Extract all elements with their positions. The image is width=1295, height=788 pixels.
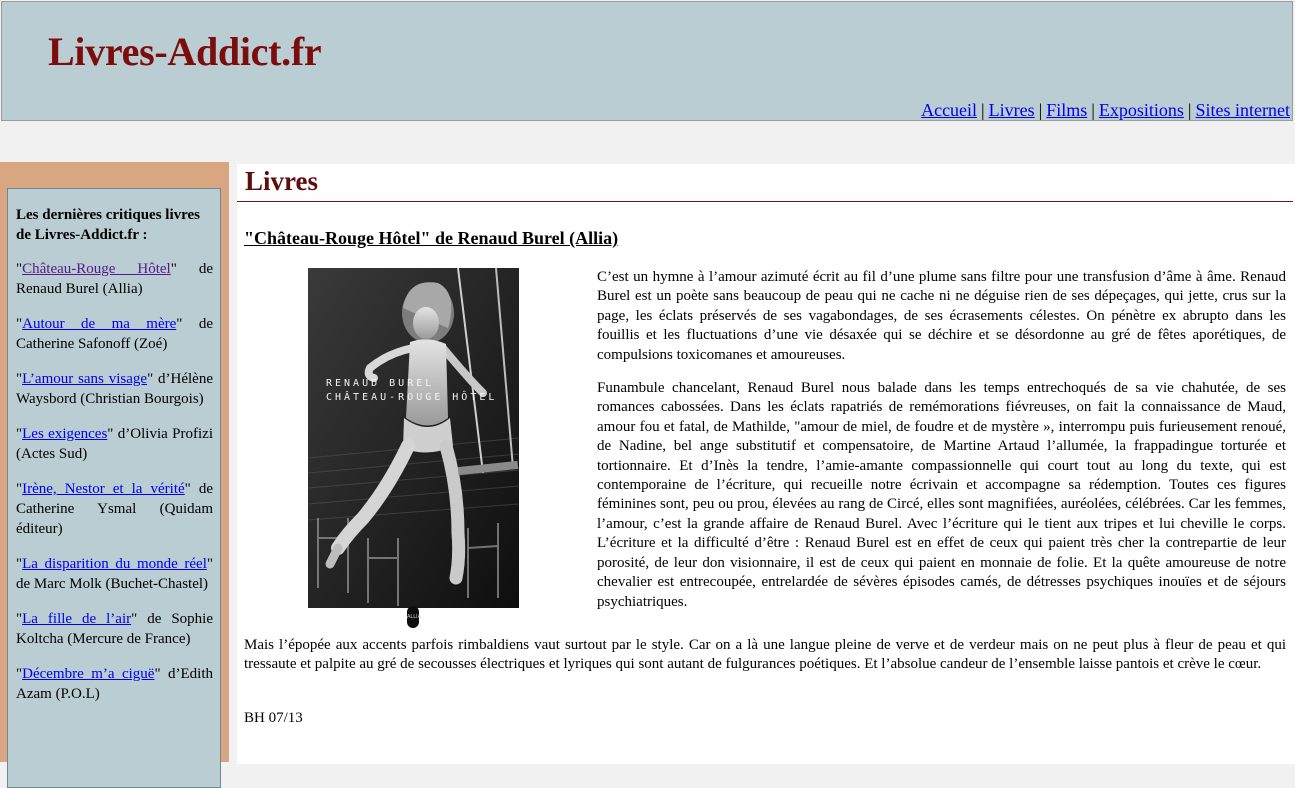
nav-separator: | bbox=[1038, 100, 1043, 120]
book-cover-image bbox=[308, 268, 519, 620]
nav-link-accueil[interactable]: Accueil bbox=[921, 100, 978, 120]
review-item: "Décembre m’a ciguë" d’Edith Azam (P.O.L) bbox=[16, 666, 213, 702]
title-divider bbox=[237, 201, 1293, 202]
review-item: "Les exigences" d’Olivia Profizi (Actes Sud) bbox=[16, 426, 213, 462]
article-body bbox=[597, 268, 1286, 626]
review-author: de Renaud Burel (Allia) bbox=[16, 261, 213, 297]
review-item: "Irène, Nestor et la vérité" de Catherine Ysmal (Quidam éditeur) bbox=[16, 481, 213, 537]
article-paragraph: Funambule chancelant, Renaud Burel nous balade dans les temps entrechoqués de sa vie chahutée, de ses romances cabossées. Dans les éclats rapatriés de remémorations fiévreuses, on fait la connaissance de Maud, amour fou et fatal, de Mathilde, "amour de miel, de foudre et de mystère », interrompu puis furieusement renoué, de Nadine, bel ange substitutif et compensatoire, de Martine Artaud l’allumée, la frappadingue torturée et tortionnaire. Et d’Inès la tendre, l’amie-amante compassionnelle qui court tout au long du texte, qui est contemporaine de l’écriture, qui recueille notre écrivain et accompagne sa rédemption. Toutes ces figures féminines sont, peu ou prou, élevées au rang de Circé, elles sont magnifiées, auréolées, célébrées. Car les femmes, l’amour, c’est la grande affaire de Renaud Burel. Avec l’écriture qui le tient aux tripes et lui cheville le corps. L’écriture et la difficulté d’être : Renaud Burel est en effet de ceux qui paient très cher la contrepartie de leur porosité, de leur don visionnaire, il est de ceux qui paient en monnaie de folie. Et la quête amoureuse de notre chevalier est entrecoupée, entrelardée de sévères épisodes camés, de détresses psychiques inouïes et de séjours psychiatriques. bbox=[597, 380, 1286, 610]
review-author: de Sophie Koltcha (Mercure de France) bbox=[16, 611, 213, 647]
article-paragraph: C’est un hymne à l’amour azimuté écrit au fil d’une plume sans filtre pour une transfusion d’âme à âme. Renaud Burel est un poète sans beaucoup de peau qui ne cache ni ne déguise rien de ses dépeçages, qui jette, crus sur la page, les éclats préservés de ses vagabondages, de ses écrasements célestes. On pénètre ex abrupto dans les fouillis et les fluctuations d’une vie désaxée qui se déchire et se désordonne au gré de fêtes aporétiques, de compulsions toxicomanes et amoureuses. bbox=[597, 269, 1286, 363]
nav-separator: | bbox=[981, 100, 985, 120]
nav-separator: | bbox=[1187, 100, 1192, 120]
review-author: d’Olivia Profizi (Actes Sud) bbox=[16, 426, 213, 462]
review-link-l-amour-sans-visage[interactable]: L’amour sans visage bbox=[22, 371, 148, 387]
review-link-la-disparition[interactable]: La disparition du monde réel bbox=[22, 556, 207, 572]
review-item: "La disparition du monde réel" de Marc Molk (Buchet-Chastel) bbox=[16, 556, 213, 592]
main-content bbox=[237, 164, 1295, 764]
review-author: d’Hélène Waysbord (Christian Bourgois) bbox=[16, 371, 213, 407]
section-title: Livres bbox=[245, 166, 318, 196]
site-title[interactable]: Livres-Addict.fr bbox=[48, 29, 322, 74]
latest-reviews-heading: Les dernières critiques livres de Livres-Addict.fr : bbox=[16, 207, 200, 243]
article-title: "Château-Rouge Hôtel" de Renaud Burel (Allia) bbox=[244, 228, 619, 248]
review-item: "La fille de l’air" de Sophie Koltcha (Mercure de France) bbox=[16, 611, 213, 647]
sidebar-frame bbox=[0, 162, 229, 762]
article-signature: BH 07/13 bbox=[244, 710, 303, 726]
review-link-les-exigences[interactable]: Les exigences bbox=[22, 426, 108, 442]
nav-link-films[interactable]: Films bbox=[1046, 100, 1088, 120]
review-author: de Catherine Safonoff (Zoé) bbox=[16, 316, 213, 352]
latest-reviews-box bbox=[7, 188, 221, 788]
review-link-chateau-rouge-hotel[interactable]: Château-Rouge Hôtel bbox=[22, 261, 171, 277]
top-navigation bbox=[921, 100, 1290, 121]
site-header bbox=[1, 1, 1293, 121]
review-author: de Marc Molk (Buchet-Chastel) bbox=[16, 576, 209, 592]
nav-separator: | bbox=[1091, 100, 1095, 120]
nav-link-livres[interactable]: Livres bbox=[988, 100, 1035, 120]
nav-link-expositions[interactable]: Expositions bbox=[1098, 100, 1184, 120]
review-author: d’Edith Azam (P.O.L) bbox=[16, 666, 213, 702]
review-item: "Autour de ma mère" de Catherine Safonoff (Zoé) bbox=[16, 316, 213, 352]
cover-title-text: CHÂTEAU-ROUGE HÔTEL bbox=[326, 392, 498, 403]
article-paragraph-full-width: Mais l’épopée aux accents parfois rimbaldiens vaut surtout par le style. Car on a là une langue pleine de verve et de verdeur mais on ne peut plus à fleur de peau et qui tressaute et palpite au gré de secousses électriques et lyriques qui sont autant de fulgurances poétiques. Et l’absolue candeur de l’ensemble laisse pantois et crève le cœur. bbox=[244, 637, 1286, 673]
review-item: "L’amour sans visage" d’Hélène Waysbord (Christian Bourgois) bbox=[16, 371, 213, 407]
review-item: "Château-Rouge Hôtel" de Renaud Burel (Allia) bbox=[16, 261, 213, 297]
review-link-la-fille-de-l-air[interactable]: La fille de l’air bbox=[22, 611, 132, 627]
review-author: de Catherine Ysmal (Quidam éditeur) bbox=[16, 481, 213, 537]
cover-photo-illustration bbox=[308, 268, 519, 608]
nav-link-sites-internet[interactable]: Sites internet bbox=[1195, 100, 1290, 120]
review-link-irene-nestor[interactable]: Irène, Nestor et la vérité bbox=[22, 481, 185, 497]
review-link-decembre-m-a-cigue[interactable]: Décembre m’a ciguë bbox=[22, 666, 155, 682]
review-link-autour-de-ma-mere[interactable]: Autour de ma mère bbox=[22, 316, 177, 332]
publisher-logo: ALLIA bbox=[407, 606, 419, 628]
cover-author-text: RENAUD BUREL bbox=[326, 378, 435, 389]
